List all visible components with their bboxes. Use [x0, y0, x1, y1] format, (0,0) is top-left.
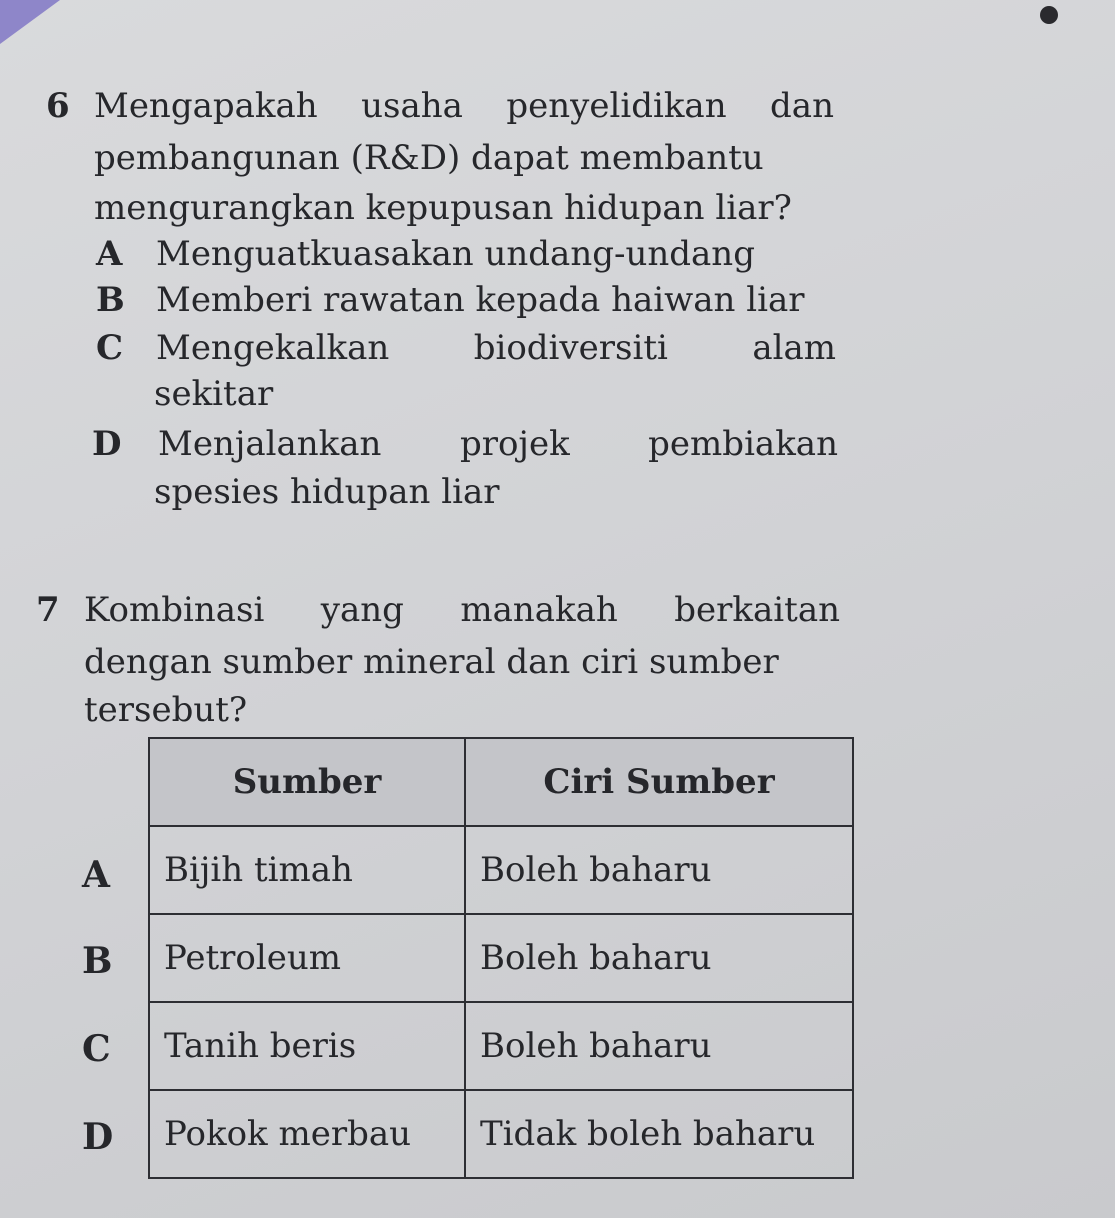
option-d-text-line-2[interactable]: spesies hidupan liar — [154, 472, 500, 512]
cell-sumber: Petroleum — [149, 914, 465, 1002]
option-a-text[interactable]: Menguatkuasakan undang-undang — [156, 234, 755, 274]
option-b-text[interactable]: Memberi rawatan kepada haiwan liar — [156, 280, 805, 320]
option-word: alam — [752, 328, 836, 368]
row-letter-a: A — [82, 854, 110, 896]
option-letter-a: A — [96, 234, 123, 274]
option-word: projek — [459, 424, 570, 464]
option-word: Menjalankan — [158, 424, 382, 464]
option-word: biodiversiti — [473, 328, 668, 368]
option-letter-c: C — [96, 328, 124, 368]
option-d-text-line-1[interactable] — [158, 424, 838, 464]
option-word: Mengekalkan — [156, 328, 390, 368]
table-row[interactable] — [149, 826, 853, 914]
header-ciri-sumber: Ciri Sumber — [465, 738, 853, 826]
cell-ciri: Tidak boleh baharu — [465, 1090, 853, 1178]
question-stem-line-1 — [94, 86, 834, 126]
cell-ciri: Boleh baharu — [465, 826, 853, 914]
table-row[interactable] — [149, 914, 853, 1002]
question-stem-line-2: dengan sumber mineral dan ciri sumber — [84, 642, 779, 682]
option-c-text-line-2[interactable]: sekitar — [154, 374, 274, 414]
stem-word: dan — [770, 86, 834, 126]
cell-sumber: Bijih timah — [149, 826, 465, 914]
question-stem-line-1 — [84, 590, 840, 630]
table-row[interactable] — [149, 1002, 853, 1090]
table-header-row — [149, 738, 853, 826]
cell-sumber: Pokok merbau — [149, 1090, 465, 1178]
camera-dot-icon — [1040, 6, 1058, 24]
row-letter-b: B — [82, 940, 113, 982]
header-sumber: Sumber — [149, 738, 465, 826]
stem-word: yang — [320, 590, 404, 630]
question-stem-line-3: mengurangkan kepupusan hidupan liar? — [94, 188, 792, 228]
stem-word: usaha — [361, 86, 463, 126]
option-c-text-line-1[interactable] — [156, 328, 836, 368]
option-letter-b: B — [96, 280, 125, 320]
cell-ciri: Boleh baharu — [465, 914, 853, 1002]
answer-table — [148, 737, 854, 1179]
question-stem-line-3: tersebut? — [84, 690, 248, 730]
stem-word: penyelidikan — [506, 86, 727, 126]
question-number: 7 — [36, 590, 60, 630]
cell-ciri: Boleh baharu — [465, 1002, 853, 1090]
question-stem-line-2: pembangunan (R&D) dapat membantu — [94, 138, 764, 178]
cell-sumber: Tanih beris — [149, 1002, 465, 1090]
stem-word: Kombinasi — [84, 590, 265, 630]
stem-word: berkaitan — [674, 590, 840, 630]
option-word: pembiakan — [648, 424, 838, 464]
row-letter-d: D — [82, 1116, 114, 1158]
table-row[interactable] — [149, 1090, 853, 1178]
stem-word: manakah — [460, 590, 618, 630]
row-letter-c: C — [82, 1028, 111, 1070]
stem-word: Mengapakah — [94, 86, 318, 126]
question-number: 6 — [46, 86, 70, 126]
option-letter-d: D — [92, 424, 122, 464]
corner-bookmark-icon — [0, 0, 60, 44]
